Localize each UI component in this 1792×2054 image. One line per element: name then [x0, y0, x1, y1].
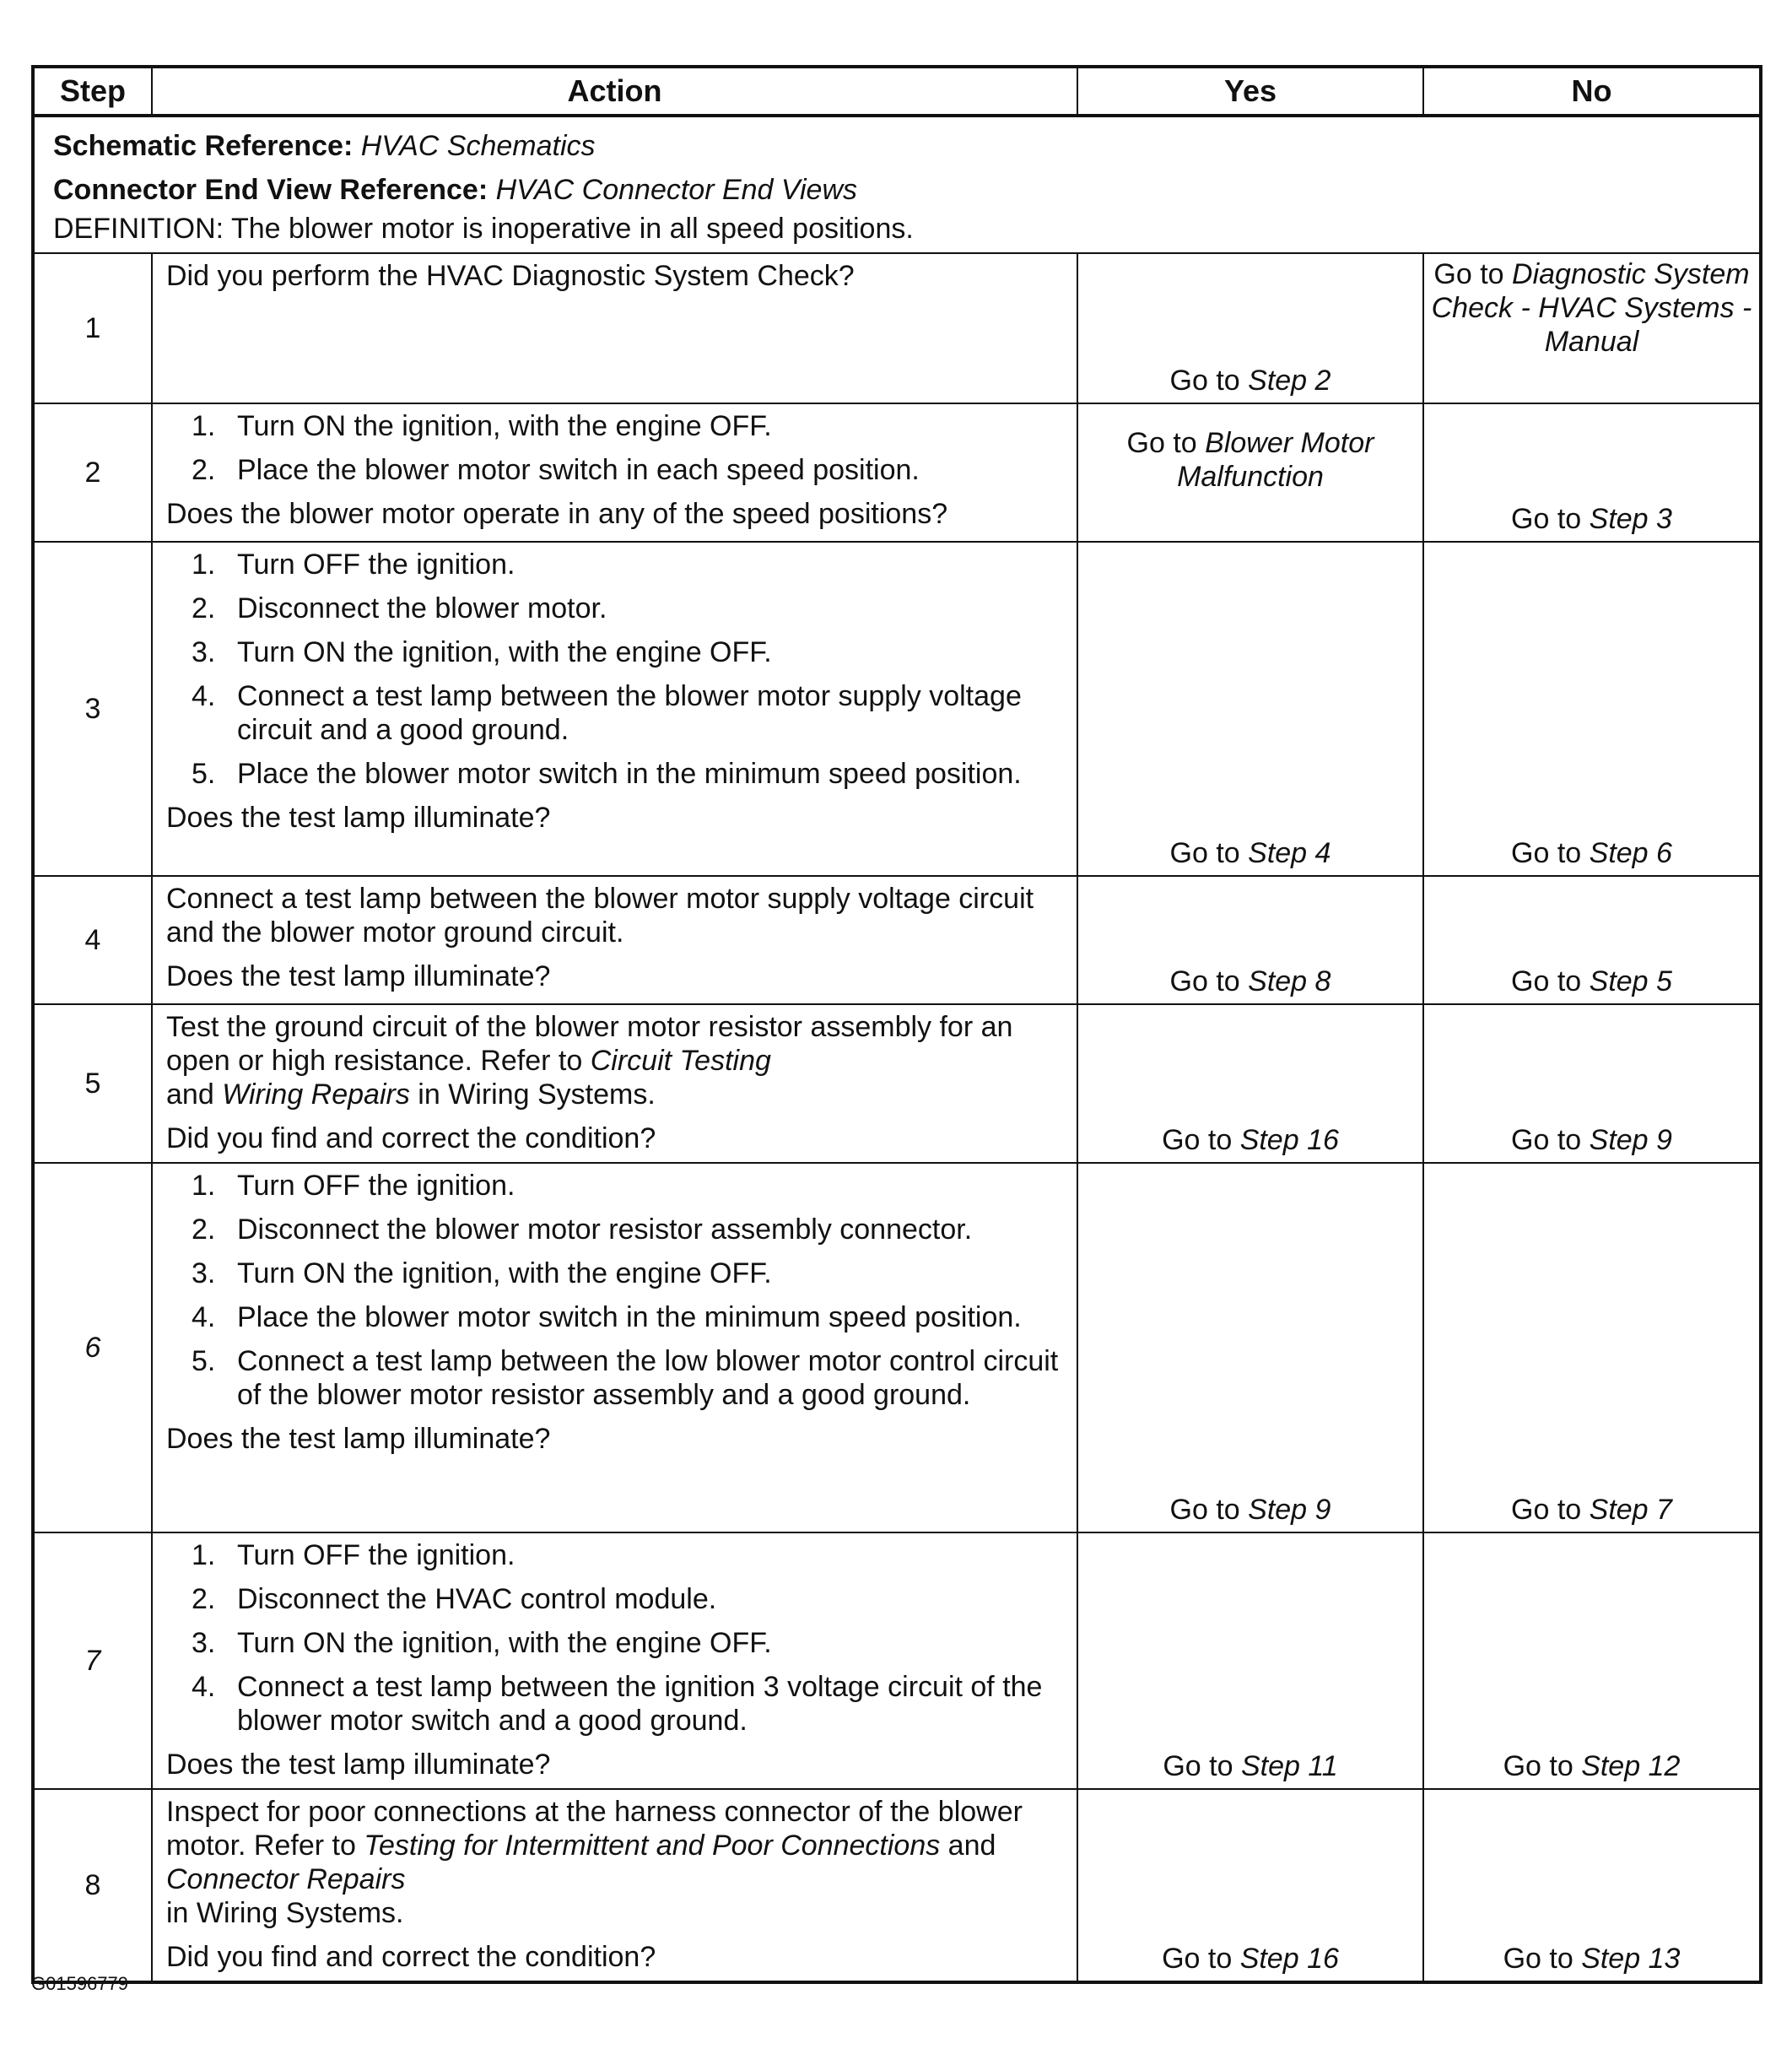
no-answer: Go to Step 3: [1511, 503, 1672, 535]
reference-row: [33, 116, 1761, 253]
list-item: 5. Connect a test lamp between the low blower motor control circuit of the blower motor resistor assembly and a good ground.: [192, 1345, 1059, 1411]
no-cell: [1423, 1789, 1761, 1982]
no-answer: Go to Diagnostic System Check - HVAC Systems - Manual: [1431, 258, 1752, 358]
list-item: 2. Disconnect the HVAC control module.: [192, 1583, 717, 1615]
yes-answer: Go to Step 16: [1162, 1943, 1339, 1975]
step-number: 8: [33, 1789, 152, 1982]
table-row: [33, 876, 1761, 1004]
step-question: Does the test lamp illuminate?: [166, 802, 551, 834]
table-row: [33, 253, 1761, 403]
step-items: [166, 409, 1063, 487]
list-item: 4. Place the blower motor switch in the minimum speed position.: [192, 1301, 1022, 1333]
list-item: 2. Place the blower motor switch in each speed position.: [192, 454, 920, 486]
yes-answer: Go to Step 2: [1169, 365, 1331, 397]
connector-reference-value: HVAC Connector End Views: [495, 174, 857, 206]
action-cell: [152, 1789, 1077, 1982]
header-step: Step: [33, 67, 152, 116]
no-cell: [1423, 876, 1761, 1004]
table-row: [33, 403, 1761, 542]
step-number: 4: [33, 876, 152, 1004]
table-header-row: [33, 67, 1761, 116]
list-item: 1. Turn ON the ignition, with the engine OFF.: [192, 410, 772, 442]
yes-cell: [1077, 253, 1423, 403]
yes-answer: Go to Step 4: [1169, 837, 1331, 869]
no-answer: Go to Step 6: [1511, 837, 1672, 869]
no-answer: Go to Step 9: [1511, 1124, 1672, 1156]
step-instruction: Connect a test lamp between the blower motor supply voltage circuit and the blower motor ground circuit.: [166, 883, 1034, 949]
table-row: [33, 1004, 1761, 1163]
yes-answer: Go to Step 16: [1162, 1124, 1339, 1156]
yes-cell: [1077, 1163, 1423, 1532]
header-action: Action: [152, 67, 1077, 116]
header-yes: Yes: [1077, 67, 1423, 116]
list-item: 3. Turn ON the ignition, with the engine OFF.: [192, 636, 772, 668]
list-item: 3. Turn ON the ignition, with the engine OFF.: [192, 1627, 772, 1659]
no-answer: Go to Step 13: [1503, 1943, 1681, 1975]
schematic-reference: [53, 124, 1741, 168]
no-answer: Go to Step 7: [1511, 1494, 1672, 1526]
step-number: 5: [33, 1004, 152, 1163]
no-answer: Go to Step 12: [1503, 1750, 1681, 1782]
reference-cell: [33, 116, 1761, 253]
no-cell: [1423, 1004, 1761, 1163]
list-item: 1. Turn OFF the ignition.: [192, 1539, 515, 1571]
step-items: [166, 1169, 1063, 1412]
list-item: 5. Place the blower motor switch in the minimum speed position.: [192, 758, 1022, 790]
step-number: 7: [33, 1532, 152, 1789]
list-item: 1. Turn OFF the ignition.: [192, 1170, 515, 1202]
list-item: 4. Connect a test lamp between the blower motor supply voltage circuit and a good ground.: [192, 680, 1022, 746]
table-row: [33, 542, 1761, 876]
yes-answer: Go to Step 11: [1163, 1750, 1338, 1782]
step-number: 2: [33, 403, 152, 542]
action-cell: [152, 1004, 1077, 1163]
no-answer: Go to Step 5: [1511, 965, 1672, 997]
yes-cell: [1077, 876, 1423, 1004]
list-item: 2. Disconnect the blower motor.: [192, 592, 607, 624]
step-question: Did you find and correct the condition?: [166, 1941, 656, 1973]
step-question: Does the test lamp illuminate?: [166, 1749, 551, 1781]
table-row: [33, 1163, 1761, 1532]
yes-cell: [1077, 403, 1423, 542]
header-no: No: [1423, 67, 1761, 116]
no-cell: [1423, 403, 1761, 542]
step-question: Does the test lamp illuminate?: [166, 1423, 551, 1455]
definition: DEFINITION: The blower motor is inoperative in all speed positions.: [53, 213, 914, 245]
yes-cell: [1077, 542, 1423, 876]
step-number: 1: [33, 253, 152, 403]
step-number: 3: [33, 542, 152, 876]
step-items: [166, 548, 1063, 791]
step-question: Did you perform the HVAC Diagnostic System Check?: [166, 260, 855, 292]
yes-answer: Go to Blower Motor Malfunction: [1126, 427, 1374, 493]
action-cell: [152, 1532, 1077, 1789]
no-cell: [1423, 1532, 1761, 1789]
document-id: G01596779: [31, 1973, 128, 1994]
list-item: 1. Turn OFF the ignition.: [192, 549, 515, 581]
step-question: Does the test lamp illuminate?: [166, 960, 551, 992]
step-instruction: Test the ground circuit of the blower motor resistor assembly for an open or high resistance. Refer to Circuit Testing and Wiring Repairs in Wiring Systems.: [166, 1011, 1013, 1111]
step-number: 6: [33, 1163, 152, 1532]
yes-cell: [1077, 1789, 1423, 1982]
no-cell: [1423, 542, 1761, 876]
action-cell: [152, 542, 1077, 876]
list-item: 2. Disconnect the blower motor resistor assembly connector.: [192, 1213, 973, 1246]
connector-reference: [53, 168, 1741, 212]
list-item: 4. Connect a test lamp between the ignition 3 voltage circuit of the blower motor switch and a good ground.: [192, 1671, 1043, 1737]
no-cell: [1423, 253, 1761, 403]
schematic-reference-value: HVAC Schematics: [360, 130, 596, 162]
step-question: Did you find and correct the condition?: [166, 1122, 656, 1154]
yes-cell: [1077, 1004, 1423, 1163]
table-row: [33, 1532, 1761, 1789]
action-cell: [152, 253, 1077, 403]
action-cell: [152, 876, 1077, 1004]
table-row: [33, 1789, 1761, 1982]
action-cell: [152, 403, 1077, 542]
yes-cell: [1077, 1532, 1423, 1789]
diagnostic-table: [31, 65, 1762, 1984]
schematic-reference-label: Schematic Reference:: [53, 130, 354, 162]
no-cell: [1423, 1163, 1761, 1532]
connector-reference-label: Connector End View Reference:: [53, 174, 488, 206]
step-items: [166, 1538, 1063, 1738]
list-item: 3. Turn ON the ignition, with the engine OFF.: [192, 1257, 772, 1289]
action-cell: [152, 1163, 1077, 1532]
step-question: Does the blower motor operate in any of the speed positions?: [166, 498, 948, 530]
yes-answer: Go to Step 9: [1169, 1494, 1331, 1526]
step-instruction: Inspect for poor connections at the harness connector of the blower motor. Refer to Testing for Intermittent and Poor Connections and Connector Repairs in Wiring Systems.: [166, 1796, 1023, 1929]
yes-answer: Go to Step 8: [1169, 965, 1331, 997]
